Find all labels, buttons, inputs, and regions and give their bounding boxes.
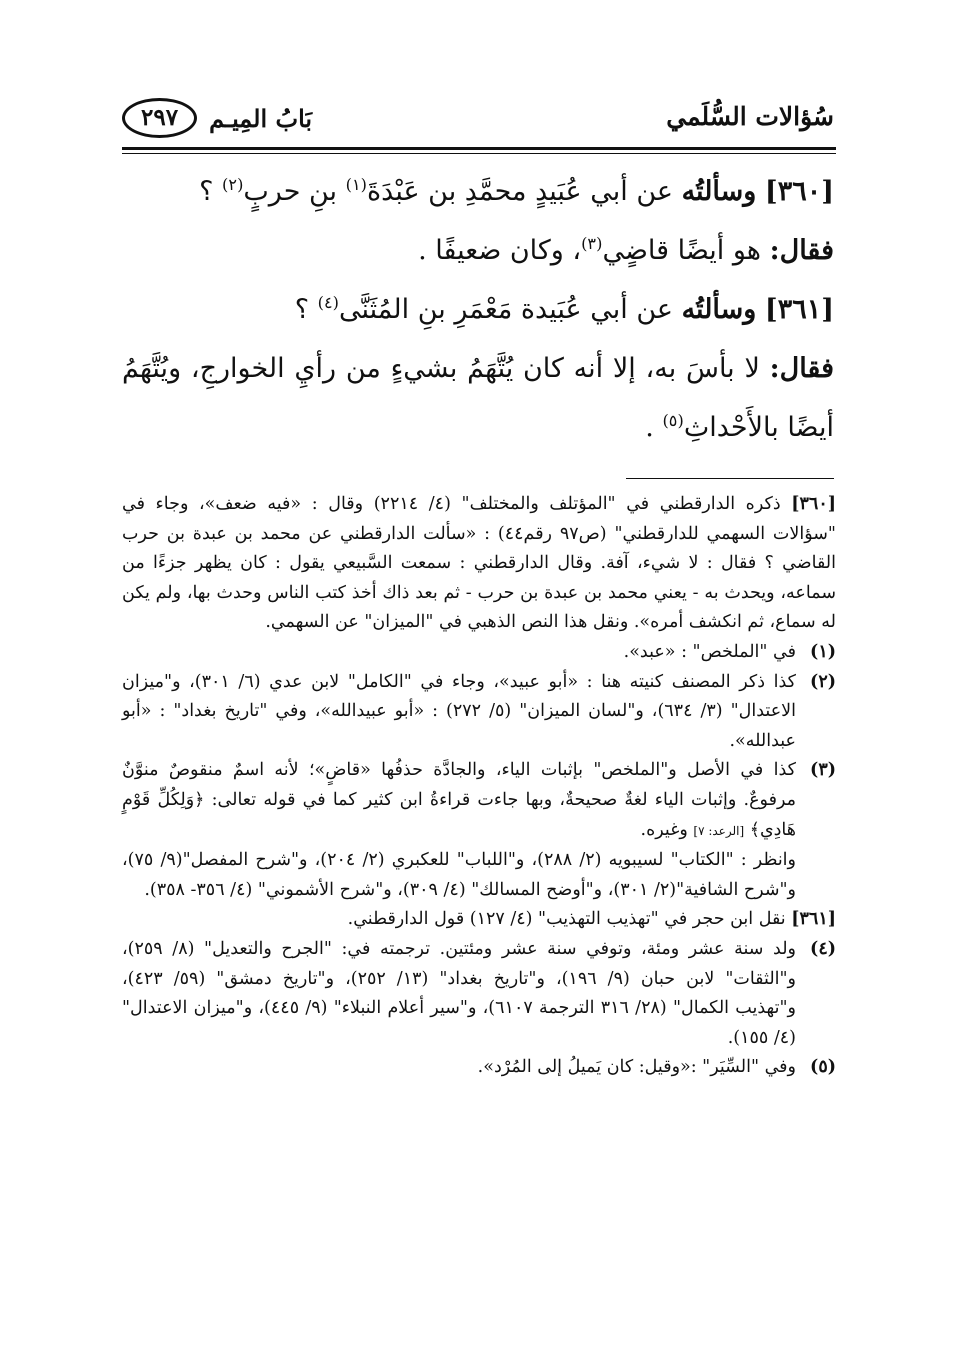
footnote-label: (٢) — [810, 671, 836, 692]
footnote-2 — [122, 668, 836, 757]
page-number: ٢٩٧ — [122, 98, 197, 138]
footnote-text: وغيره. — [640, 819, 694, 840]
footnote-separator — [626, 478, 834, 479]
footnote-label: (٤) — [810, 938, 836, 959]
footnote-text: كذا ذكر المصنف كنيته هنا : «أبو عبيد»، وجاء في "الكامل" لابن عدي (٦/ ٣٠١)، و"ميزان الاعتدال" (٣/ ٦٣٤)، و"لسان الميزان" (٥/ ٢٧٢) : «أبو عبيدالله»، وفي "تاريخ بغداد" : «أبو عبدالله». — [122, 671, 797, 751]
footnote-1 — [122, 638, 836, 668]
footnote-3 — [122, 756, 836, 905]
answer-text: هو أيضًا قاضٍي — [602, 235, 770, 266]
chapter-heading — [122, 98, 312, 138]
question-mark: ؟ — [199, 176, 223, 207]
note-text: ذكره الدارقطني في "المؤتلف والمختلف" (٤/ ٢٢١٤) وقال : «فيه ضعف»، وجاء في "سؤالات السهمي للدارقطني" (ص٩٧ رقم٤٤) : «سألت الدارقطني عن محمد بن عبدة بن حرب القاضي ؟ فقال : لا شيء، آفة. وقال الدارقطني : سمعت السَّبيعي يقول : كان يظهر جزءًا من سماعه، ويحدث به - يعني محمد بن عبدة بن حرب - ثم بعد ذاك أخذ كتب الناس وحدث بها، ولم يكن له سماع، ثم انكشف أمره». ونقل هذا النص الذهبي في "الميزان" عن السهمي. — [122, 494, 836, 633]
footnote-label: (٣) — [810, 760, 836, 781]
note-360 — [122, 490, 836, 638]
question-text: عن أبي عُبَيدٍ محمَّدِ بن عَبْدَةَ — [367, 176, 682, 207]
chapter-title: بَابُ المِيـم — [209, 103, 313, 133]
header-rule-thin — [122, 153, 836, 154]
footnote-ref-4: (٤) — [317, 293, 339, 312]
question-lead: وسألتُه — [681, 294, 757, 325]
footnote-text: كذا في الأصل و"الملخص" بإثبات الياء، والجادَّة حذفُها «قاضٍ»؛ لأنه اسمٌ منقوصٌ منوَّنٌ مرفوعٌ. وإثبات الياء لغةٌ صحيحةٌ، وبها جاءت قراءةُ ابن كثير كما في قوله تعالى: ﴿وَلِكُلِّ قَوْمٍ هَادِي﴾ — [122, 760, 796, 840]
header-rule-thick — [122, 147, 836, 150]
answer-text: ، وكان ضعيفًا . — [418, 235, 582, 266]
footnote-label: (١) — [810, 641, 836, 662]
question-text: عن أبي عُبَيدة مَعْمَرِ بنِ المُثَنَّى — [338, 294, 682, 325]
answer-361 — [122, 339, 834, 457]
answer-360 — [122, 221, 834, 280]
main-text — [122, 162, 834, 457]
page-header — [122, 96, 834, 148]
entry-number: [٣٦١] — [764, 294, 834, 325]
note-text: نقل ابن حجر في "تهذيب التهذيب" (٤/ ١٢٧) قول الدارقطني. — [347, 909, 792, 930]
footnote-text: وانظر : "الكتاب" لسيبويه (٢/ ٢٨٨)، و"اللباب" للعكبري (٢/ ٢٠٤)، و"شرح المفصل"(٩/ ٧٥)، و"شرح الشافية"(٢/ ٣٠١)، و"أوضح المسالك" (٤/ ٣٠٩)، و"شرح الأشموني" (٤/ ٣٥٦- ٣٥٨). — [122, 850, 796, 900]
question-361 — [122, 280, 834, 339]
quran-reference: [الرعد: ٧] — [693, 823, 745, 838]
question-360 — [122, 162, 834, 221]
footnote-text: في "الملخص" : «عبد». — [623, 641, 796, 662]
footnote-4 — [122, 935, 836, 1053]
answer-lead: فقال: — [769, 235, 834, 266]
footnote-text: ولد سنة عشر ومئة، وتوفي سنة عشر ومئتين. ترجمته في: "الجرح والتعديل" (٨/ ٢٥٩)، و"الثقات" لابن حبان (٩/ ١٩٦)، و"تاريخ بغداد" (١٣/ ٢٥٢)، و"تاريخ دمشق" (٥٩/ ٤٢٣)، و"تهذيب الكمال" (٢٨/ ٣١٦ الترجمة ٦١٠٧)، و"سير أعلام النبلاء" (٩/ ٤٤٥)، و"ميزان الاعتدال" (٤/ ١٥٥). — [122, 938, 797, 1048]
footnote-text: وفي "السِّيَر" :«وقيل: كان يَميلُ إلى المُرْد». — [477, 1057, 796, 1078]
answer-text: لا بأسَ به، إلا أنه كان يُتَّهَمُ بشيءٍ من رأيِ الخوارجِ، ويُتَّهَمُ أيضًا بالأَحْداثِ — [122, 353, 834, 443]
footnote-ref-2: (٢) — [222, 175, 244, 194]
note-361 — [122, 905, 836, 935]
footnote-body — [122, 756, 796, 905]
question-mark: ؟ — [294, 294, 318, 325]
entry-number: [٣٦٠] — [764, 176, 834, 207]
note-label: [٣٦١] — [791, 909, 836, 930]
note-label: [٣٦٠] — [791, 494, 836, 514]
footnote-5 — [122, 1053, 836, 1083]
footnote-ref-3: (٣) — [581, 234, 603, 253]
book-title: سُؤالات السُّلَمي — [666, 102, 834, 131]
answer-lead: فقال: — [769, 353, 834, 384]
question-text: بنِ حربٍ — [243, 176, 346, 207]
answer-end: . — [645, 412, 663, 443]
footnotes — [122, 490, 836, 1083]
question-lead: وسألتُه — [681, 176, 757, 207]
footnote-label: (٥) — [810, 1057, 836, 1078]
footnote-ref-5: (٥) — [662, 411, 684, 430]
footnote-ref-1: (١) — [345, 175, 367, 194]
